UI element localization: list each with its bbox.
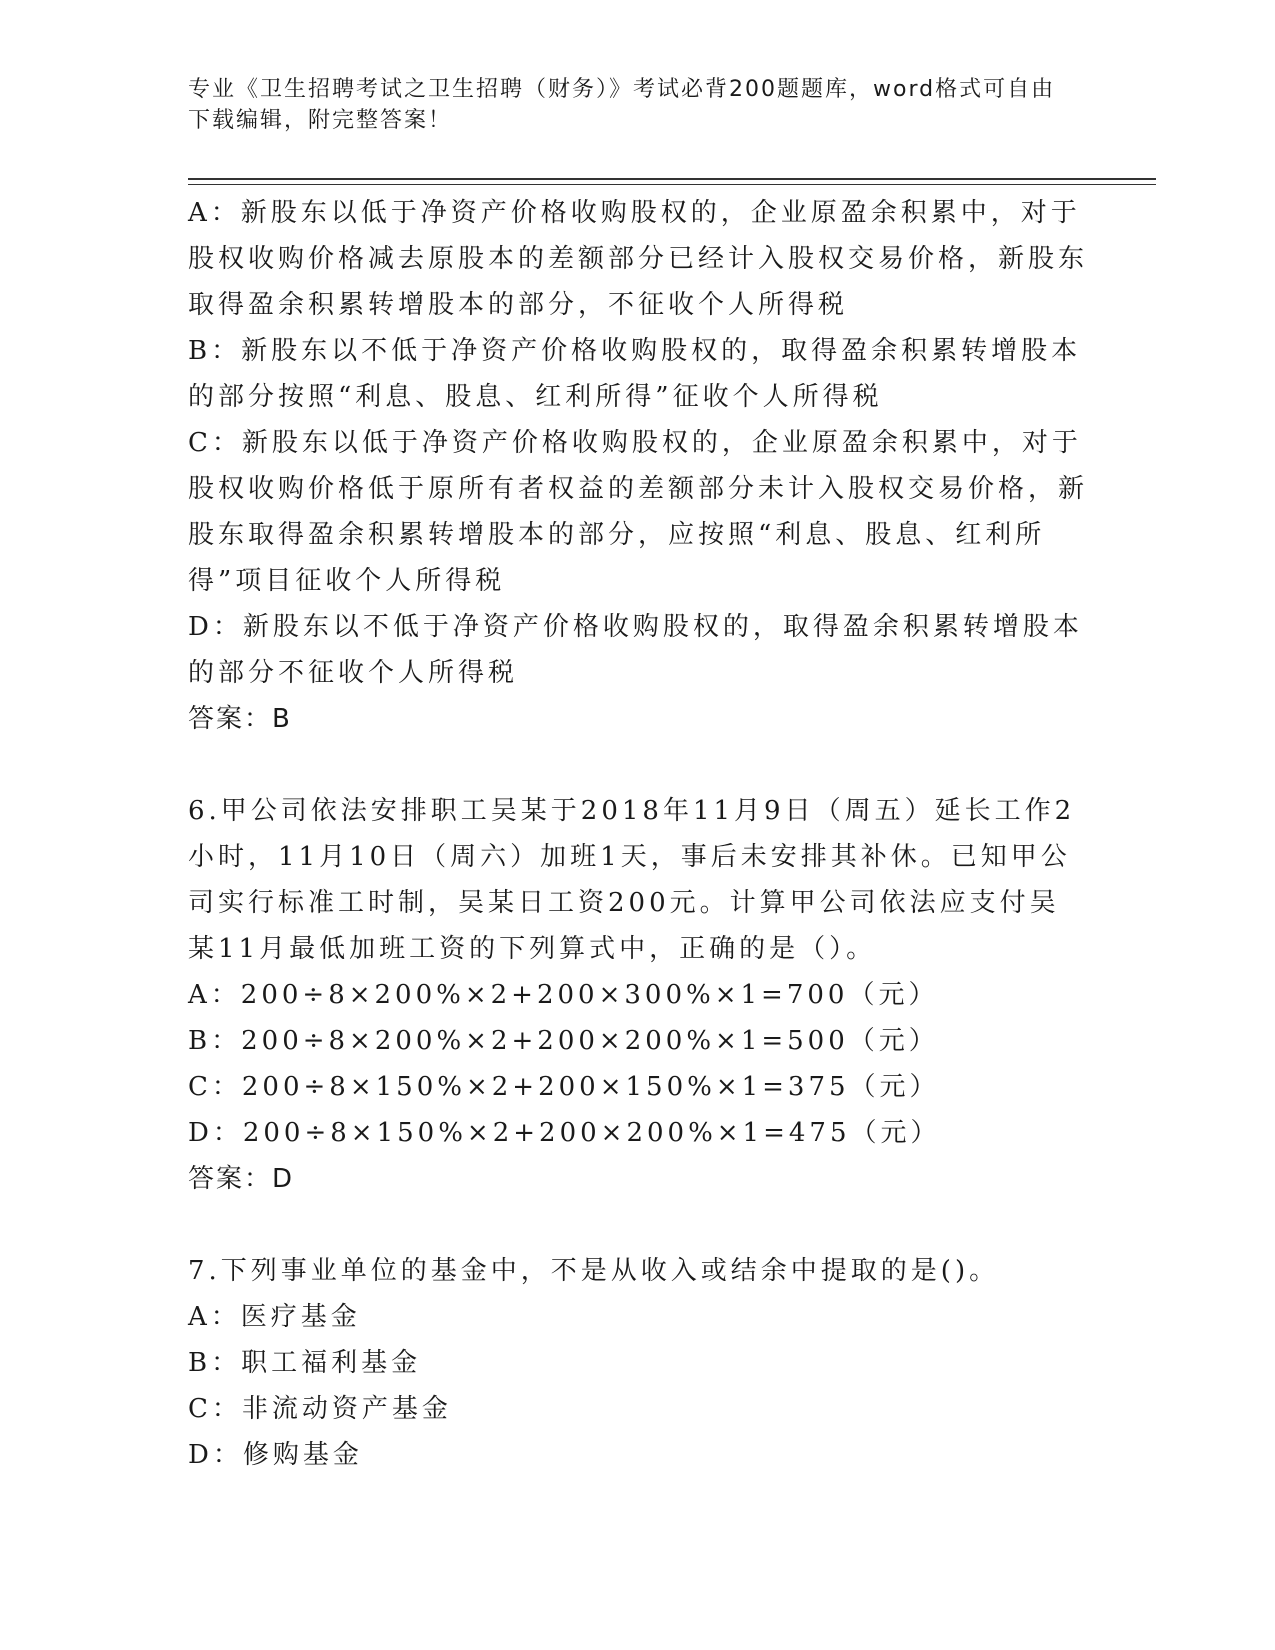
option-c: C：非流动资产基金	[188, 1394, 452, 1424]
answer: 答案：D	[188, 1164, 295, 1194]
option-d: D：200÷8×150%×2+200×200%×1=475（元）	[188, 1118, 941, 1148]
question-5-block	[188, 190, 1088, 742]
option-b: B：新股东以不低于净资产价格收购股权的，取得盈余积累转增股本的部分按照“利息、股息、红利所得”征收个人所得税	[188, 336, 1082, 412]
option-c: C：新股东以低于净资产价格收购股权的，企业原盈余积累中，对于股权收购价格低于原所有者权益的差额部分未计入股权交易价格，新股东取得盈余积累转增股本的部分，应按照“利息、股息、红利所得”项目征收个人所得税	[188, 428, 1089, 596]
option-a: A：医疗基金	[188, 1302, 361, 1332]
spacer	[188, 1202, 1088, 1248]
question-text: 6.甲公司依法安排职工吴某于2018年11月9日（周五）延长工作2小时，11月10日（周六）加班1天，事后未安排其补休。已知甲公司实行标准工时制，吴某日工资200元。计算甲公司依法应支付吴某11月最低加班工资的下列算式中，正确的是（）。	[188, 796, 1076, 964]
option-a: A：新股东以低于净资产价格收购股权的，企业原盈余积累中，对于股权收购价格减去原股本的差额部分已经计入股权交易价格，新股东取得盈余积累转增股本的部分，不征收个人所得税	[188, 198, 1089, 320]
question-text: 7.下列事业单位的基金中，不是从收入或结余中提取的是()。	[188, 1256, 1000, 1286]
spacer	[188, 742, 1088, 788]
option-c: C：200÷8×150%×2+200×150%×1=375（元）	[188, 1072, 940, 1102]
header-divider-thick	[188, 178, 1156, 180]
option-d: D：新股东以不低于净资产价格收购股权的，取得盈余积累转增股本的部分不征收个人所得税	[188, 612, 1083, 688]
answer: 答案：B	[188, 704, 292, 734]
document-header: 专业《卫生招聘考试之卫生招聘（财务）》考试必背200题题库，word格式可自由下载编辑，附完整答案！	[188, 77, 1056, 133]
option-b: B：200÷8×200%×2+200×200%×1=500（元）	[188, 1026, 939, 1056]
option-d: D：修购基金	[188, 1440, 363, 1470]
document-body	[188, 190, 1088, 1478]
question-6-block	[188, 788, 1088, 1202]
header-divider-thin	[188, 184, 1156, 185]
option-a: A：200÷8×200%×2+200×300%×1=700（元）	[188, 980, 939, 1010]
question-7-block	[188, 1248, 1088, 1478]
option-b: B：职工福利基金	[188, 1348, 422, 1378]
